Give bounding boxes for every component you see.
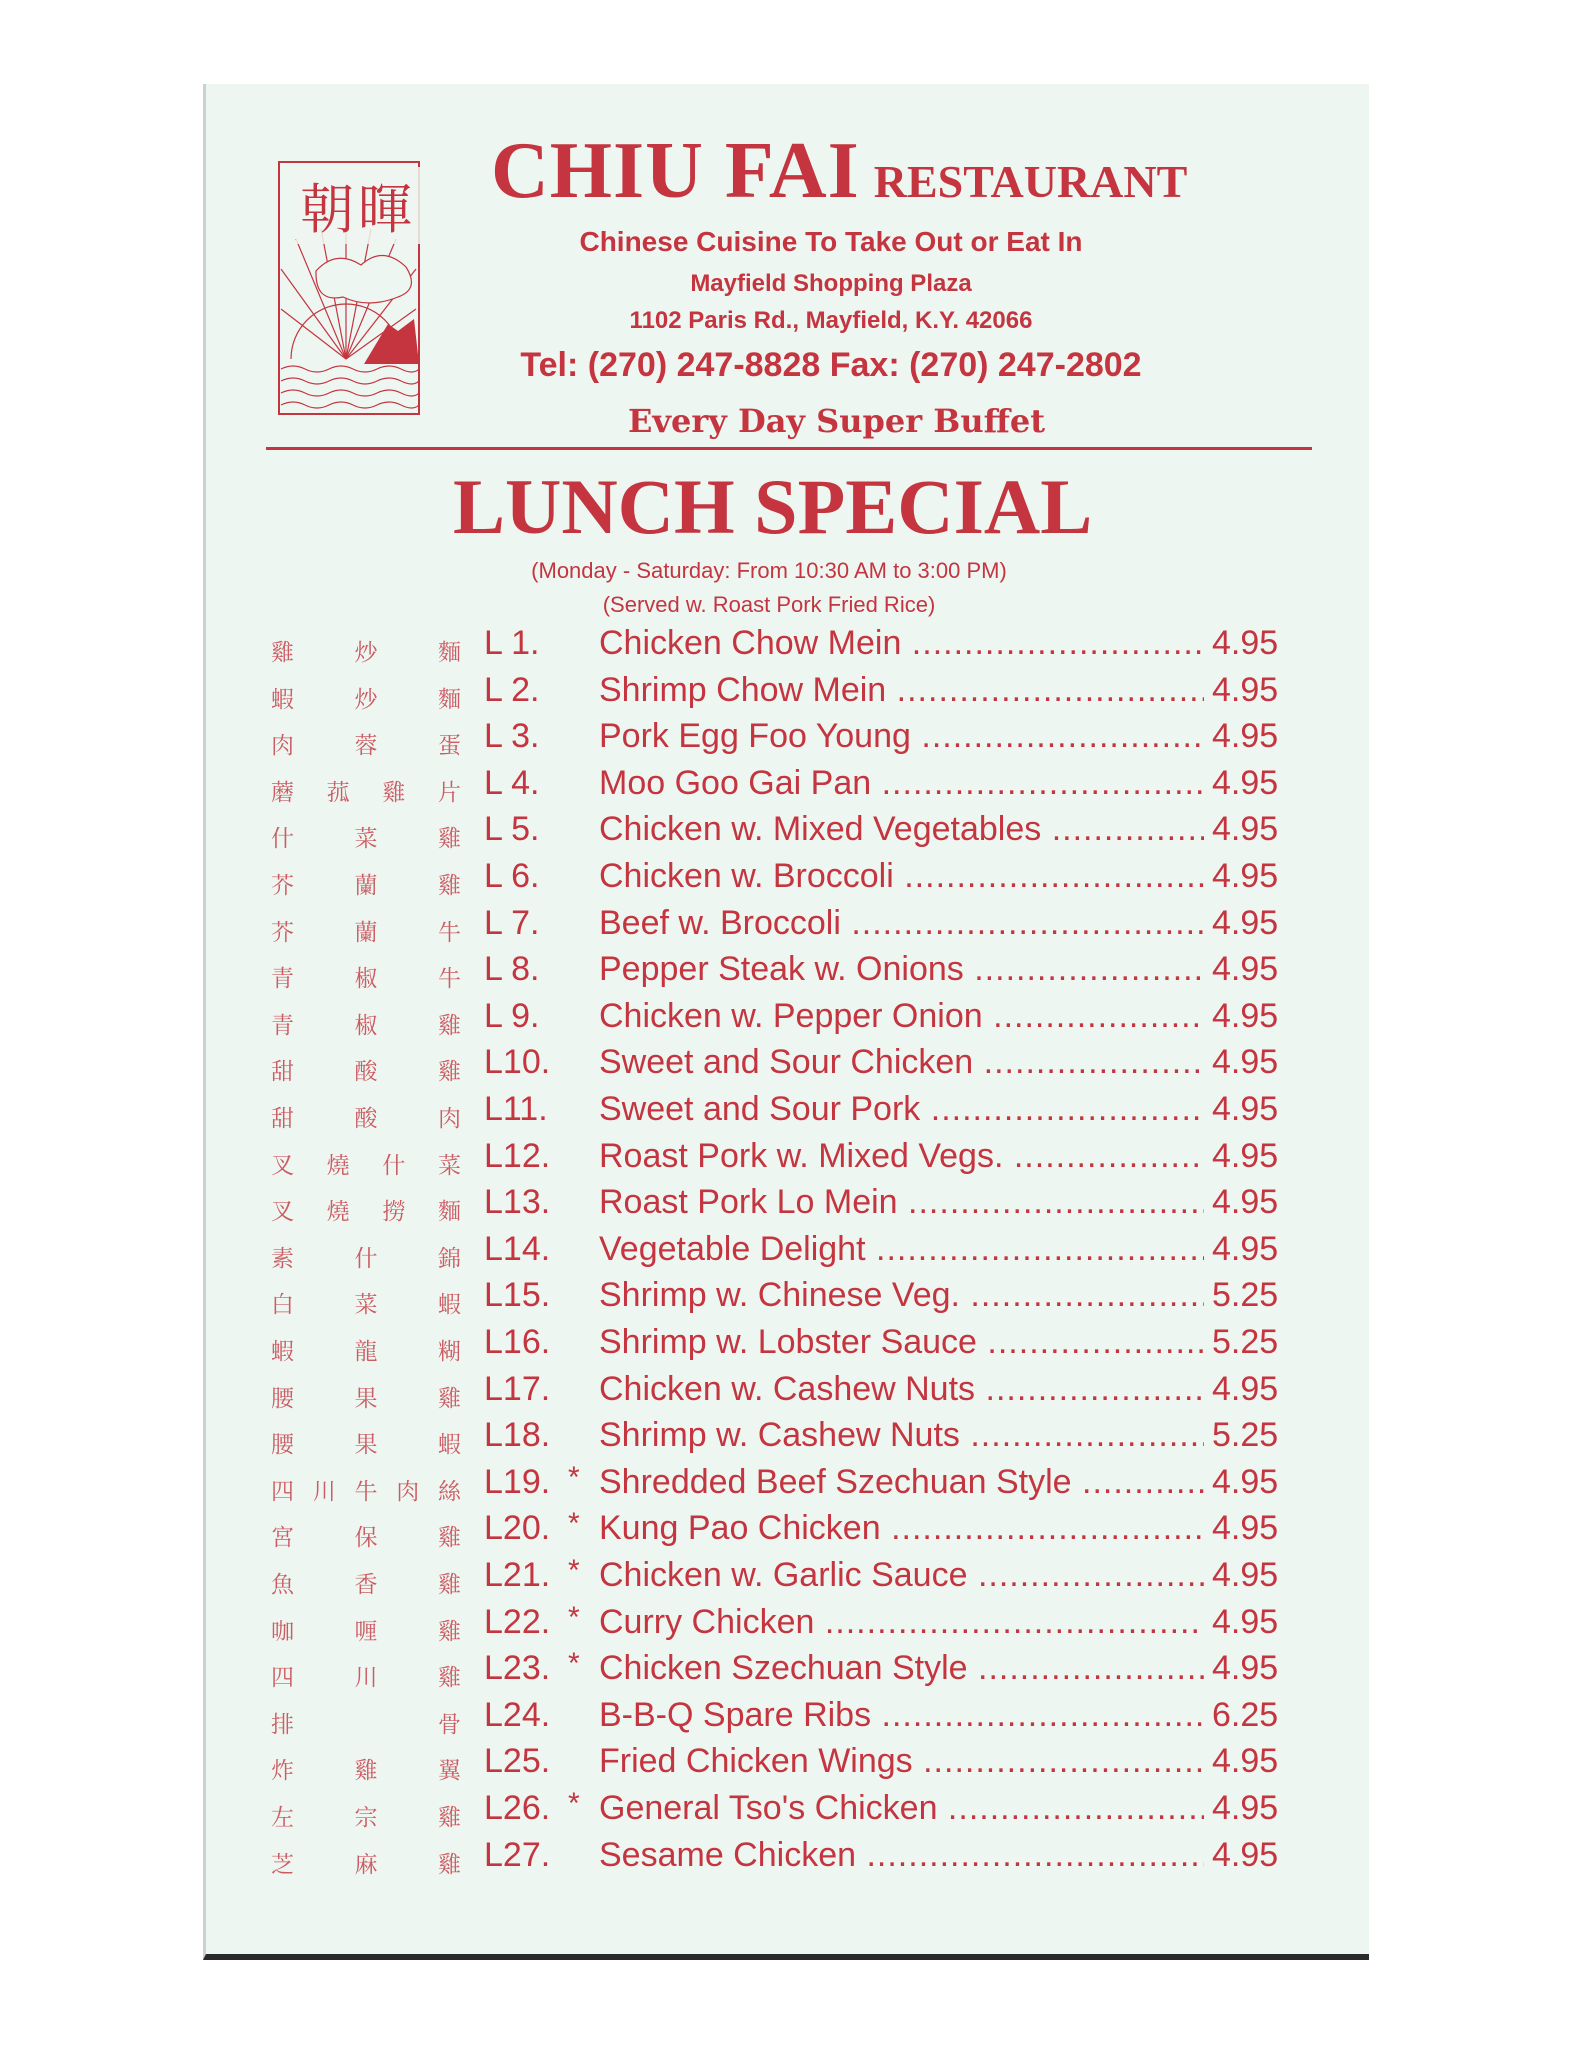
chinese-char: 燒 [326, 1199, 350, 1226]
menu-item-name: Shrimp w. Cashew Nuts ..... [599, 1416, 1204, 1455]
menu-item-code: L19. [484, 1462, 551, 1501]
chinese-char: 蓉 [354, 733, 378, 760]
menu-item-name: Chicken w. Pepper Onion ..... [599, 997, 1204, 1036]
menu-item-chinese-name [271, 1659, 461, 1692]
chinese-char: 白 [271, 1292, 294, 1319]
menu-item-chinese-name [271, 914, 461, 947]
menu-item-price: 4.95 [1212, 763, 1279, 802]
chinese-char: 魚 [271, 1572, 294, 1598]
menu-served-with: (Served w. Roast Pork Fried Rice) [602, 592, 936, 617]
menu-item [206, 950, 1372, 996]
phone-fax: Tel: (270) 247-8828 Fax: (270) 247-2802 [520, 346, 1142, 384]
chinese-char: 菜 [354, 1292, 378, 1319]
menu-item [206, 1137, 1372, 1183]
menu-item-chinese-name [271, 1333, 461, 1366]
menu-item-price: 4.95 [1212, 996, 1279, 1035]
menu-item-code: L27. [484, 1835, 551, 1874]
chinese-char: 排 [271, 1711, 294, 1738]
chinese-char: 果 [354, 1385, 378, 1412]
plaza-name: Mayfield Shopping Plaza [690, 270, 972, 297]
menu-item-price: 5.25 [1212, 1416, 1279, 1455]
menu-item-code: L11. [484, 1090, 548, 1128]
chinese-char: 川 [354, 1665, 378, 1692]
menu-sheet [203, 84, 1369, 1960]
chinese-char: 菜 [437, 1152, 461, 1179]
menu-item [206, 1183, 1372, 1229]
chinese-char: 果 [354, 1432, 378, 1459]
chinese-char: 四 [271, 1478, 294, 1505]
chinese-char: 燒 [326, 1152, 350, 1179]
menu-item-code: L 7. [484, 903, 540, 942]
menu-item [206, 810, 1372, 856]
menu-item-chinese-name [271, 867, 461, 900]
menu-item-price: 5.25 [1212, 1323, 1279, 1361]
chinese-char: 蝦 [271, 686, 294, 713]
menu-item-chinese-name [271, 634, 461, 667]
chinese-char: 麵 [437, 1199, 461, 1226]
menu-item [206, 997, 1372, 1043]
menu-item-price: 4.95 [1212, 1229, 1279, 1268]
menu-item [206, 904, 1372, 950]
menu-item-price: 4.95 [1212, 1136, 1279, 1175]
spicy-star-marker: * [568, 1787, 580, 1820]
chinese-char: 炒 [354, 640, 378, 666]
chinese-char: 川 [312, 1478, 336, 1505]
chinese-char: 甜 [271, 1106, 294, 1132]
menu-item-chinese-name [271, 1426, 461, 1459]
chinese-char: 芥 [271, 873, 294, 899]
menu-item-name: Roast Pork w. Mixed Vegs. ..... [599, 1137, 1204, 1176]
menu-item-price: 4.95 [1212, 1183, 1279, 1222]
chinese-char: 雞 [438, 1851, 461, 1878]
menu-item-chinese-name [271, 1193, 461, 1226]
chinese-char: 蛋 [438, 733, 461, 760]
menu-item-name: Fried Chicken Wings ..... [599, 1742, 1204, 1781]
menu-item-code: L 6. [484, 857, 540, 895]
chinese-char: 麵 [438, 640, 461, 666]
chinese-char: 左 [271, 1805, 294, 1831]
chinese-char: 酸 [354, 1106, 378, 1132]
chinese-char: 雞 [354, 1758, 378, 1785]
menu-item-chinese-name [271, 1286, 461, 1319]
chinese-char: 蘭 [354, 919, 378, 946]
menu-item-price: 4.95 [1212, 1462, 1279, 1501]
chinese-char: 芥 [271, 919, 294, 946]
chinese-char: 雞 [438, 1012, 461, 1039]
restaurant-name-main: CHIU FAI [491, 127, 860, 215]
menu-item-chinese-name [271, 1380, 461, 1413]
chinese-char: 菰 [326, 779, 350, 806]
chinese-char: 肉 [438, 1106, 461, 1132]
menu-item-code: L 9. [484, 996, 540, 1035]
menu-item-code: L 5. [484, 810, 540, 849]
address: 1102 Paris Rd., Mayfield, K.Y. 42066 [629, 307, 1033, 334]
restaurant-name-suffix: RESTAURANT [873, 156, 1188, 207]
menu-item-chinese-name [271, 1566, 461, 1599]
menu-item-chinese-name [271, 1240, 461, 1273]
chinese-char: 酸 [354, 1059, 378, 1086]
chinese-char: 蝦 [438, 1292, 461, 1319]
chinese-char: 宗 [354, 1805, 378, 1831]
buffet-banner: Every Day Super Buffet [628, 402, 1045, 440]
restaurant-name [491, 126, 1187, 217]
menu-item-name: Roast Pork Lo Mein ..... [599, 1183, 1204, 1222]
menu-item-code: L13. [484, 1183, 551, 1222]
spicy-star-marker: * [568, 1460, 580, 1494]
menu-item-name: Chicken w. Broccoli ..... [599, 857, 1204, 896]
menu-item-code: L 4. [484, 763, 540, 802]
chinese-char: 絲 [438, 1478, 461, 1505]
menu-item-price: 4.95 [1212, 857, 1279, 895]
menu-item-code: L16. [484, 1323, 551, 1361]
menu-item-code: L10. [484, 1043, 551, 1082]
logo-characters: 朝暉 [296, 167, 420, 244]
menu-item [206, 1556, 1372, 1602]
menu-item [206, 1460, 1372, 1509]
menu-item [206, 1276, 1372, 1322]
chinese-char: 牛 [438, 919, 461, 946]
spicy-star-marker: * [568, 1647, 580, 1681]
chinese-char: 香 [354, 1572, 378, 1598]
chinese-char: 什 [271, 826, 294, 853]
chinese-char: 片 [437, 779, 461, 806]
menu-item-code: L24. [484, 1695, 551, 1734]
chinese-char: 麵 [438, 686, 461, 713]
menu-item-code: L20. [484, 1509, 551, 1548]
menu-item-name: Chicken w. Garlic Sauce ..... [599, 1556, 1204, 1595]
chinese-char: 撈 [382, 1199, 406, 1226]
chinese-char: 麻 [354, 1851, 378, 1878]
menu-item-name: Sesame Chicken ..... [599, 1836, 1204, 1875]
menu-item-chinese-name [271, 1799, 461, 1832]
chinese-char: 炸 [271, 1758, 294, 1785]
menu-item [206, 1836, 1372, 1882]
menu-item-name: Vegetable Delight ..... [599, 1230, 1204, 1269]
menu-item-code: L 2. [484, 670, 540, 709]
menu-item [206, 1230, 1372, 1276]
chinese-char: 喱 [354, 1618, 378, 1645]
chinese-char: 牛 [354, 1478, 378, 1505]
chinese-char: 龍 [354, 1339, 378, 1365]
menu-item-name: Beef w. Broccoli ..... [599, 904, 1204, 943]
menu-item-price: 4.95 [1212, 624, 1279, 662]
header-divider [266, 447, 1312, 450]
menu-item [206, 1043, 1372, 1089]
chinese-char: 錦 [438, 1245, 461, 1272]
menu-item [206, 1696, 1372, 1742]
spicy-star-marker: * [568, 1600, 580, 1634]
menu-item-code: L12. [484, 1136, 551, 1175]
menu-item-price: 4.95 [1212, 903, 1279, 942]
menu-item-chinese-name [271, 1147, 461, 1180]
menu-item-name: Moo Goo Gai Pan ..... [599, 764, 1204, 803]
menu-item [206, 1509, 1372, 1555]
menu-item-chinese-name [271, 1007, 461, 1040]
menu-item [206, 624, 1372, 670]
chinese-char: 肉 [396, 1478, 420, 1505]
menu-item [206, 857, 1372, 903]
menu-item-chinese-name [271, 1100, 461, 1133]
menu-item-price: 4.95 [1212, 1556, 1279, 1594]
chinese-char: 青 [271, 1012, 294, 1039]
menu-item [206, 717, 1372, 763]
menu-item-price: 4.95 [1212, 1742, 1279, 1781]
menu-item-price: 4.95 [1212, 1043, 1279, 1082]
menu-item-price: 4.95 [1212, 810, 1279, 849]
chinese-char: 雞 [438, 1385, 461, 1412]
menu-item-chinese-name [271, 1519, 461, 1552]
chinese-char: 腰 [271, 1432, 294, 1459]
menu-item-name: Curry Chicken ..... [599, 1603, 1204, 1642]
chinese-char: 甜 [271, 1059, 294, 1086]
menu-item-code: L15. [484, 1276, 551, 1315]
menu-item-price: 4.95 [1212, 717, 1279, 756]
menu-item-name: Chicken w. Cashew Nuts ..... [599, 1370, 1204, 1409]
menu-item-name: Chicken Chow Mein ..... [599, 624, 1204, 663]
chinese-char: 叉 [271, 1199, 294, 1226]
spicy-star-marker: * [568, 1507, 580, 1541]
chinese-char: 蘭 [354, 873, 378, 899]
chinese-char: 椒 [354, 966, 378, 993]
menu-item-name: Shrimp w. Lobster Sauce ..... [599, 1323, 1204, 1362]
chinese-char: 宮 [271, 1525, 294, 1552]
menu-item-price: 4.95 [1212, 670, 1279, 709]
menu-item-name: Sweet and Sour Pork ..... [599, 1090, 1204, 1129]
menu-item-name: Kung Pao Chicken ..... [599, 1509, 1204, 1548]
menu-item-price: 6.25 [1212, 1695, 1279, 1734]
chinese-char: 炒 [354, 686, 378, 713]
menu-item-name: Shrimp Chow Mein ..... [599, 671, 1204, 710]
menu-item-price: 5.25 [1212, 1276, 1279, 1315]
menu-item-chinese-name [271, 727, 461, 760]
menu-item-code: L 3. [484, 717, 540, 756]
menu-item-code: L26. [484, 1789, 551, 1827]
tagline: Chinese Cuisine To Take Out or Eat In [579, 226, 1083, 257]
menu-item-name: Pork Egg Foo Young ..... [599, 717, 1204, 756]
menu-item-price: 4.95 [1212, 1649, 1279, 1688]
chinese-char: 素 [271, 1245, 294, 1272]
menu-item-chinese-name [271, 774, 461, 807]
menu-item-chinese-name [271, 1473, 461, 1506]
chinese-char: 什 [354, 1245, 378, 1272]
chinese-char: 雞 [438, 873, 461, 899]
spicy-star-marker: * [568, 1554, 580, 1587]
menu-item-code: L 1. [484, 624, 540, 662]
menu-hours: (Monday - Saturday: From 10:30 AM to 3:00 PM) [531, 558, 1007, 583]
menu-item [206, 1742, 1372, 1788]
menu-item-name: Chicken Szechuan Style ..... [599, 1649, 1204, 1688]
menu-item-code: L21. [484, 1556, 551, 1594]
chinese-char: 蝦 [271, 1339, 294, 1365]
chinese-char: 翼 [438, 1758, 461, 1785]
menu-item-code: L 8. [484, 950, 540, 989]
chinese-char: 雞 [382, 779, 406, 806]
chinese-char: 什 [382, 1152, 406, 1179]
chinese-char: 雞 [438, 1665, 461, 1692]
chinese-char: 雞 [438, 1059, 461, 1086]
menu-item-code: L17. [484, 1369, 551, 1408]
menu-item-chinese-name [271, 1846, 461, 1879]
menu-item [206, 1789, 1372, 1835]
menu-item-name: Pepper Steak w. Onions ..... [599, 950, 1204, 989]
menu-item-name: Shrimp w. Chinese Veg. ..... [599, 1276, 1204, 1315]
menu-item-name: Chicken w. Mixed Vegetables ..... [599, 810, 1204, 849]
menu-item-chinese-name [271, 1613, 461, 1646]
menu-item [206, 764, 1372, 810]
menu-item-chinese-name [271, 1752, 461, 1785]
menu-item-price: 4.95 [1212, 1789, 1279, 1827]
menu-item-name: Shredded Beef Szechuan Style ..... [599, 1463, 1204, 1502]
chinese-char: 椒 [354, 1012, 378, 1039]
chinese-char: 青 [271, 966, 294, 993]
menu-item-chinese-name [271, 1706, 461, 1739]
menu-item [206, 671, 1372, 717]
chinese-char: 雞 [438, 1525, 461, 1552]
chinese-char: 雞 [438, 1618, 461, 1645]
chinese-char: 糊 [438, 1339, 461, 1365]
chinese-char: 蘑 [271, 779, 294, 806]
chinese-char: 雞 [438, 1572, 461, 1598]
menu-item-chinese-name [271, 960, 461, 993]
menu-item-price: 4.95 [1212, 1509, 1279, 1548]
chinese-char: 叉 [271, 1152, 294, 1179]
menu-item-name: General Tso's Chicken ..... [599, 1789, 1204, 1828]
chinese-char: 骨 [438, 1711, 461, 1738]
menu-item [206, 1370, 1372, 1416]
menu-item [206, 1649, 1372, 1695]
menu-item-name: Sweet and Sour Chicken ..... [599, 1043, 1204, 1082]
chinese-char: 保 [354, 1525, 378, 1552]
menu-item-code: L23. [484, 1649, 551, 1688]
menu-item-price: 4.95 [1212, 1369, 1279, 1408]
menu-title: LUNCH SPECIAL [453, 463, 1093, 550]
chinese-char: 雞 [438, 826, 461, 853]
menu-item-code: L18. [484, 1416, 551, 1455]
menu-item-chinese-name [271, 681, 461, 714]
chinese-char: 菜 [354, 826, 378, 853]
menu-item-price: 4.95 [1212, 1090, 1279, 1128]
chinese-char: 雞 [271, 640, 294, 666]
chinese-char: 芝 [271, 1851, 294, 1878]
chinese-char: 咖 [271, 1618, 294, 1645]
menu-item-chinese-name [271, 1053, 461, 1086]
menu-item [206, 1090, 1372, 1136]
menu-item [206, 1416, 1372, 1462]
menu-item-code: L25. [484, 1742, 551, 1781]
menu-item [206, 1323, 1372, 1369]
menu-item-name: B-B-Q Spare Ribs ..... [599, 1696, 1204, 1735]
menu-item [206, 1600, 1372, 1649]
chinese-char: 四 [271, 1665, 294, 1692]
chinese-char: 雞 [438, 1805, 461, 1831]
menu-item-price: 4.95 [1212, 1602, 1279, 1641]
menu-item-code: L14. [484, 1229, 551, 1268]
chinese-char: 腰 [271, 1385, 294, 1412]
chinese-char: 牛 [438, 966, 461, 993]
menu-item-price: 4.95 [1212, 950, 1279, 989]
chinese-char: 肉 [271, 733, 294, 760]
menu-item-chinese-name [271, 820, 461, 853]
menu-item-price: 4.95 [1212, 1835, 1279, 1874]
chinese-char: 蝦 [438, 1432, 461, 1459]
menu-item-code: L22. [484, 1602, 551, 1641]
